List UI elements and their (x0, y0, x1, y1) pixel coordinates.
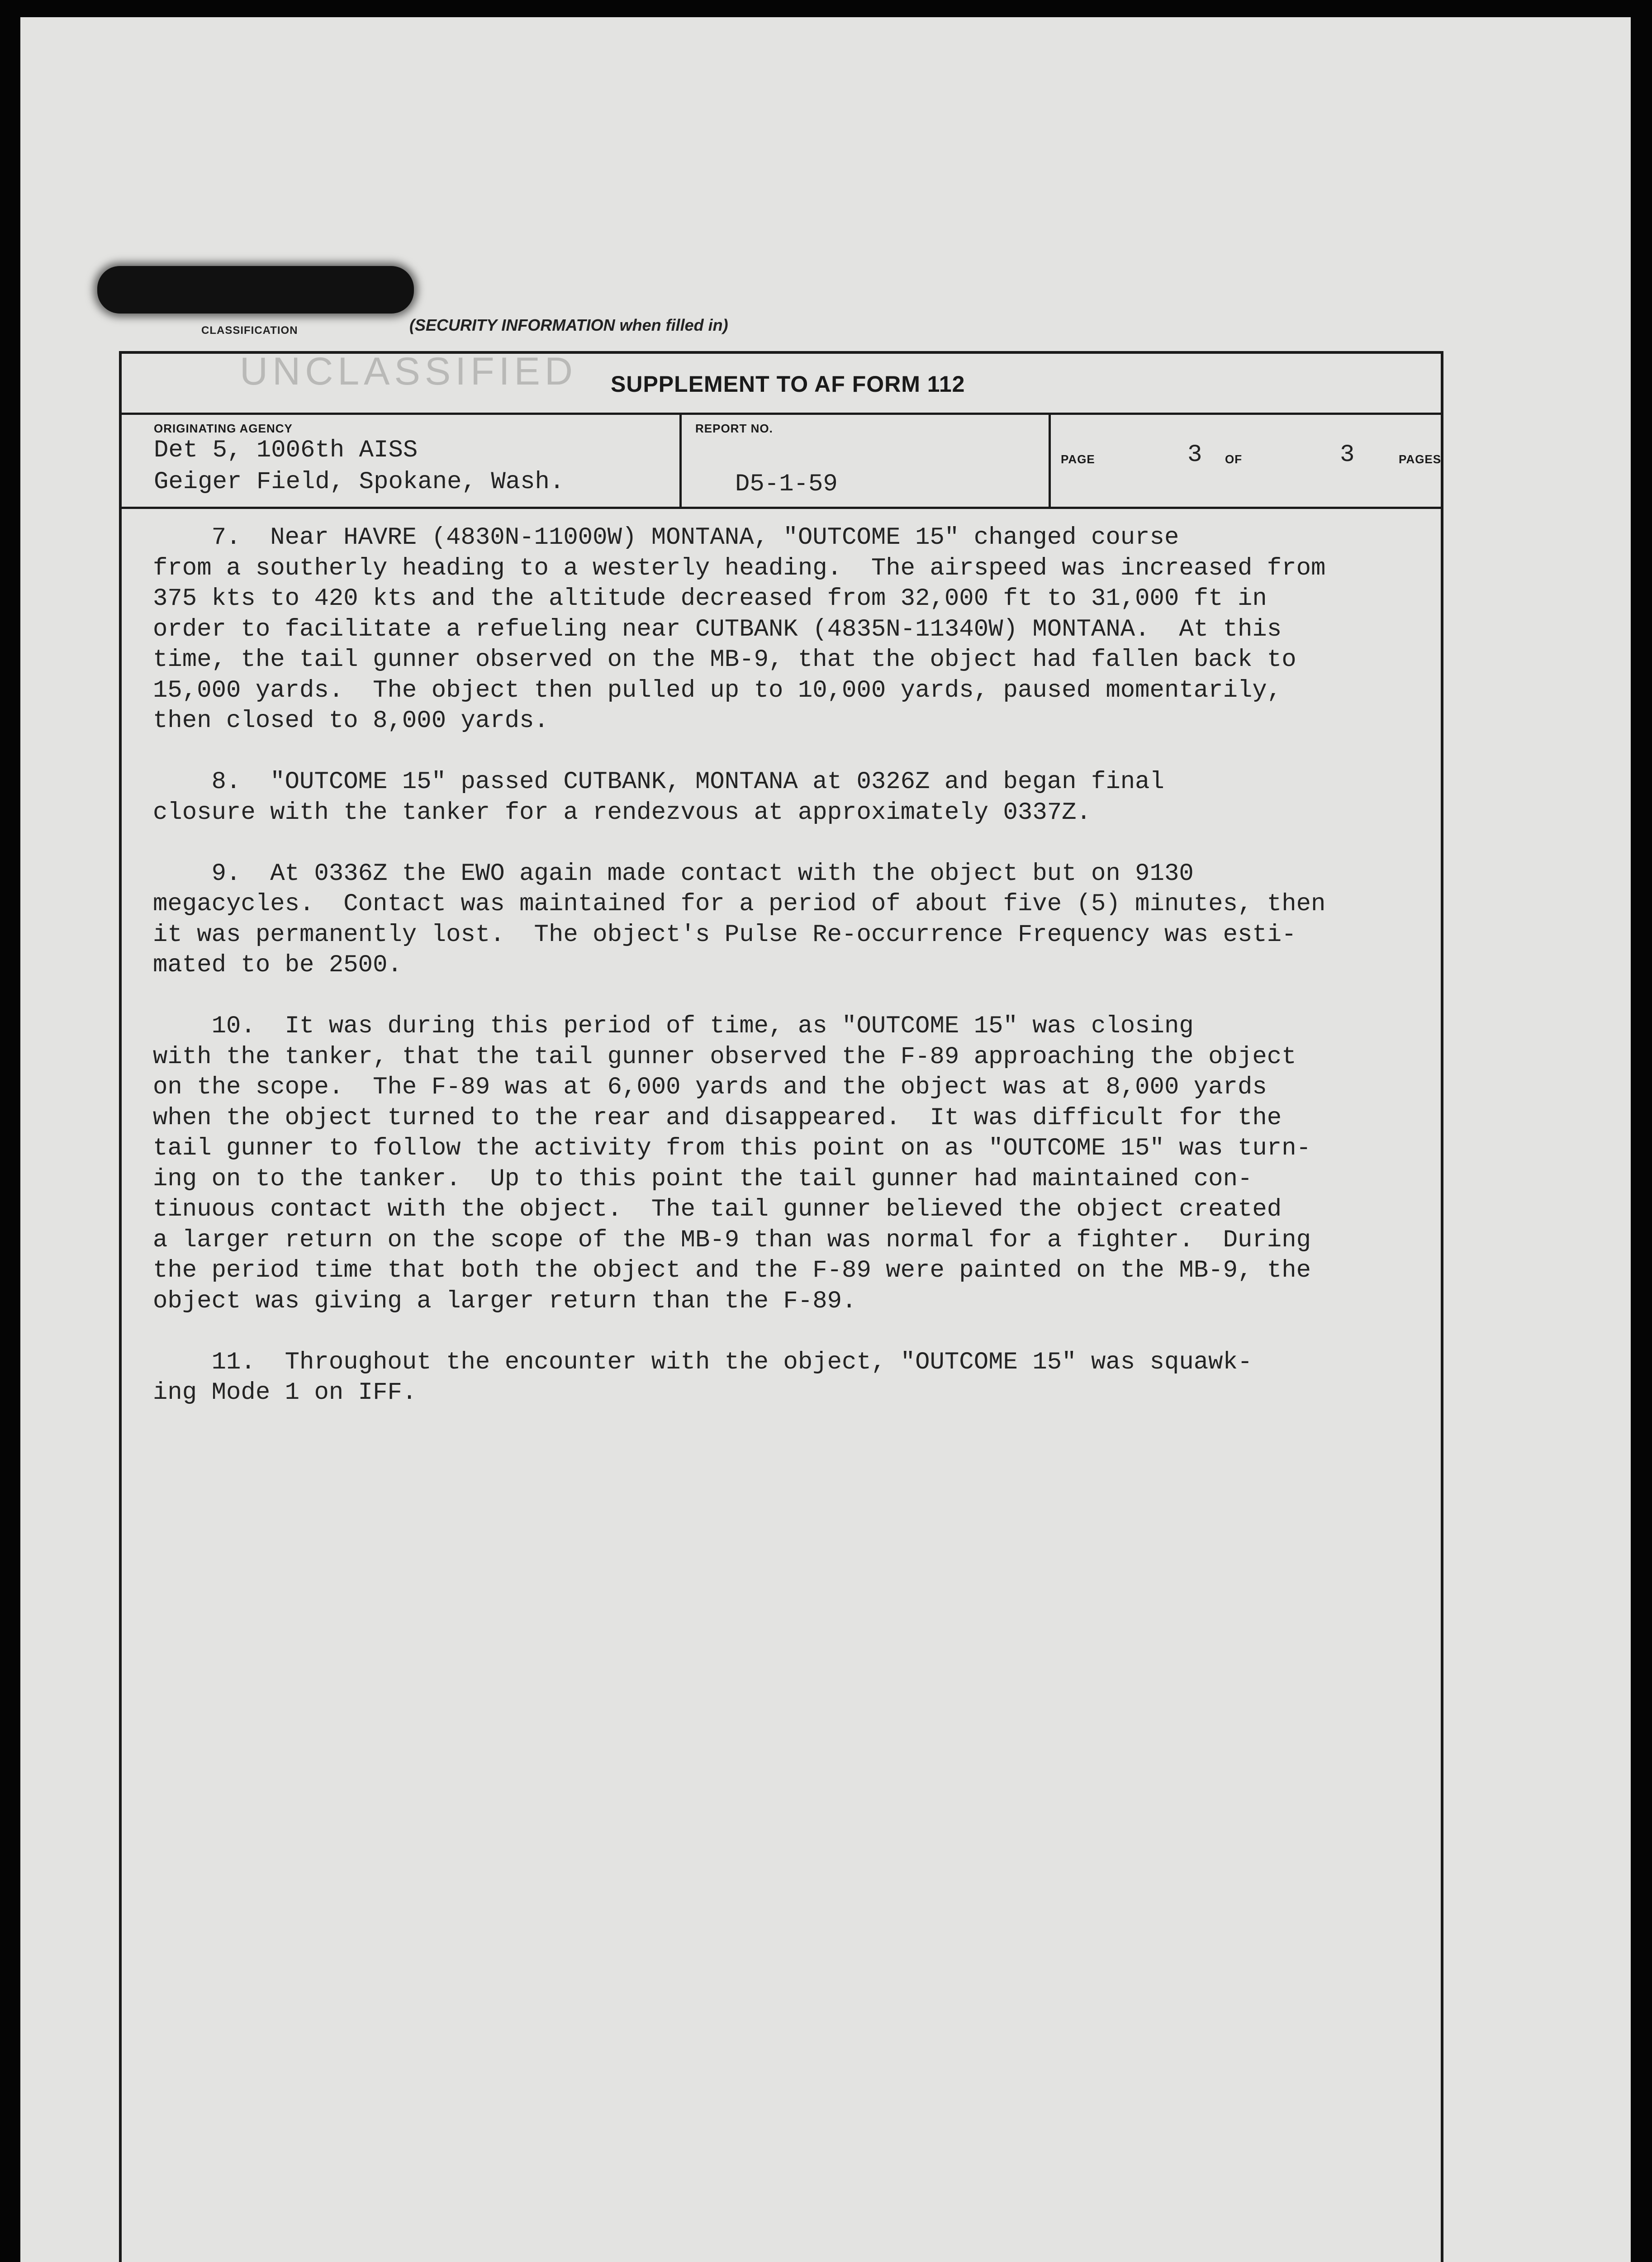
para-11-line-1: 11. Throughout the encounter with the object, "OUTCOME 15" was squawk- (153, 1348, 1253, 1376)
security-info-header: (SECURITY INFORMATION when filled in) (409, 316, 728, 334)
originating-agency-line2: Geiger Field, Spokane, Wash. (154, 468, 565, 496)
para-9-line-3: it was permanently lost. The object's Pulse Re-occurrence Frequency was esti- (153, 921, 1296, 949)
redacted-classification-top (97, 266, 414, 314)
originating-agency-label: ORIGINATING AGENCY (154, 422, 293, 435)
para-9-line-4: mated to be 2500. (153, 951, 402, 979)
report-body (153, 523, 1447, 1408)
para-7-line-6: 15,000 yards. The object then pulled up to 10,000 yards, paused momentarily, (153, 676, 1282, 704)
para-10-line-4: when the object turned to the rear and disappeared. It was difficult for the (153, 1104, 1282, 1132)
page-number: 3 (1187, 441, 1202, 469)
header-divider (119, 507, 1443, 509)
form-title: SUPPLEMENT TO AF FORM 112 (611, 371, 965, 397)
para-8-line-2: closure with the tanker for a rendezvous at approximately 0337Z. (153, 798, 1091, 827)
para-10-line-3: on the scope. The F-89 was at 6,000 yards and the object was at 8,000 yards (153, 1074, 1267, 1101)
para-11-line-2: ing Mode 1 on IFF. (153, 1379, 417, 1407)
unclassified-stamp: UNCLASSIFIED (240, 350, 578, 393)
para-7-line-4: order to facilitate a refueling near CUTBANK (4835N-11340W) MONTANA. At this (153, 615, 1282, 643)
para-10-line-10: object was giving a larger return than the F-89. (153, 1287, 857, 1315)
para-10-line-5: tail gunner to follow the activity from this point on as "OUTCOME 15" was turn- (153, 1135, 1311, 1162)
para-8-line-1: 8. "OUTCOME 15" passed CUTBANK, MONTANA at 0326Z and began final (153, 768, 1164, 796)
of-label: OF (1225, 452, 1243, 466)
para-7-line-7: then closed to 8,000 yards. (153, 707, 549, 735)
originating-agency-line1: Det 5, 1006th AISS (154, 437, 418, 464)
page-total: 3 (1340, 441, 1355, 469)
report-no-label: REPORT NO. (695, 422, 773, 435)
para-10-line-2: with the tanker, that the tail gunner observed the F-89 approaching the object (153, 1043, 1296, 1071)
report-no-value: D5-1-59 (735, 470, 838, 498)
title-divider (119, 413, 1443, 415)
para-9-line-2: megacycles. Contact was maintained for a period of about five (5) minutes, then (153, 890, 1326, 918)
pages-label: PAGES (1399, 452, 1442, 466)
header-col-divider-1 (679, 413, 682, 508)
para-9-line-1: 9. At 0336Z the EWO again made contact with the object but on 9130 (153, 860, 1194, 888)
para-10-line-8: a larger return on the scope of the MB-9 than was normal for a fighter. During (153, 1226, 1311, 1254)
para-10-line-9: the period time that both the object and the F-89 were painted on the MB-9, the (153, 1257, 1311, 1284)
para-10-line-6: ing on to the tanker. Up to this point the tail gunner had maintained con- (153, 1165, 1253, 1193)
para-10-line-1: 10. It was during this period of time, as "OUTCOME 15" was closing (153, 1012, 1194, 1040)
page-label: PAGE (1061, 452, 1095, 466)
para-7-line-5: time, the tail gunner observed on the MB-9, that the object had fallen back to (153, 646, 1296, 674)
para-7-line-3: 375 kts to 420 kts and the altitude decreased from 32,000 ft to 31,000 ft in (153, 585, 1267, 613)
para-10-line-7: tinuous contact with the object. The tail gunner believed the object created (153, 1196, 1282, 1223)
para-7-line-2: from a southerly heading to a westerly heading. The airspeed was increased from (153, 554, 1326, 582)
para-7-line-1: 7. Near HAVRE (4830N-11000W) MONTANA, "OUTCOME 15" changed course (153, 524, 1179, 551)
classification-label: CLASSIFICATION (201, 324, 298, 337)
header-col-divider-2 (1049, 413, 1051, 508)
